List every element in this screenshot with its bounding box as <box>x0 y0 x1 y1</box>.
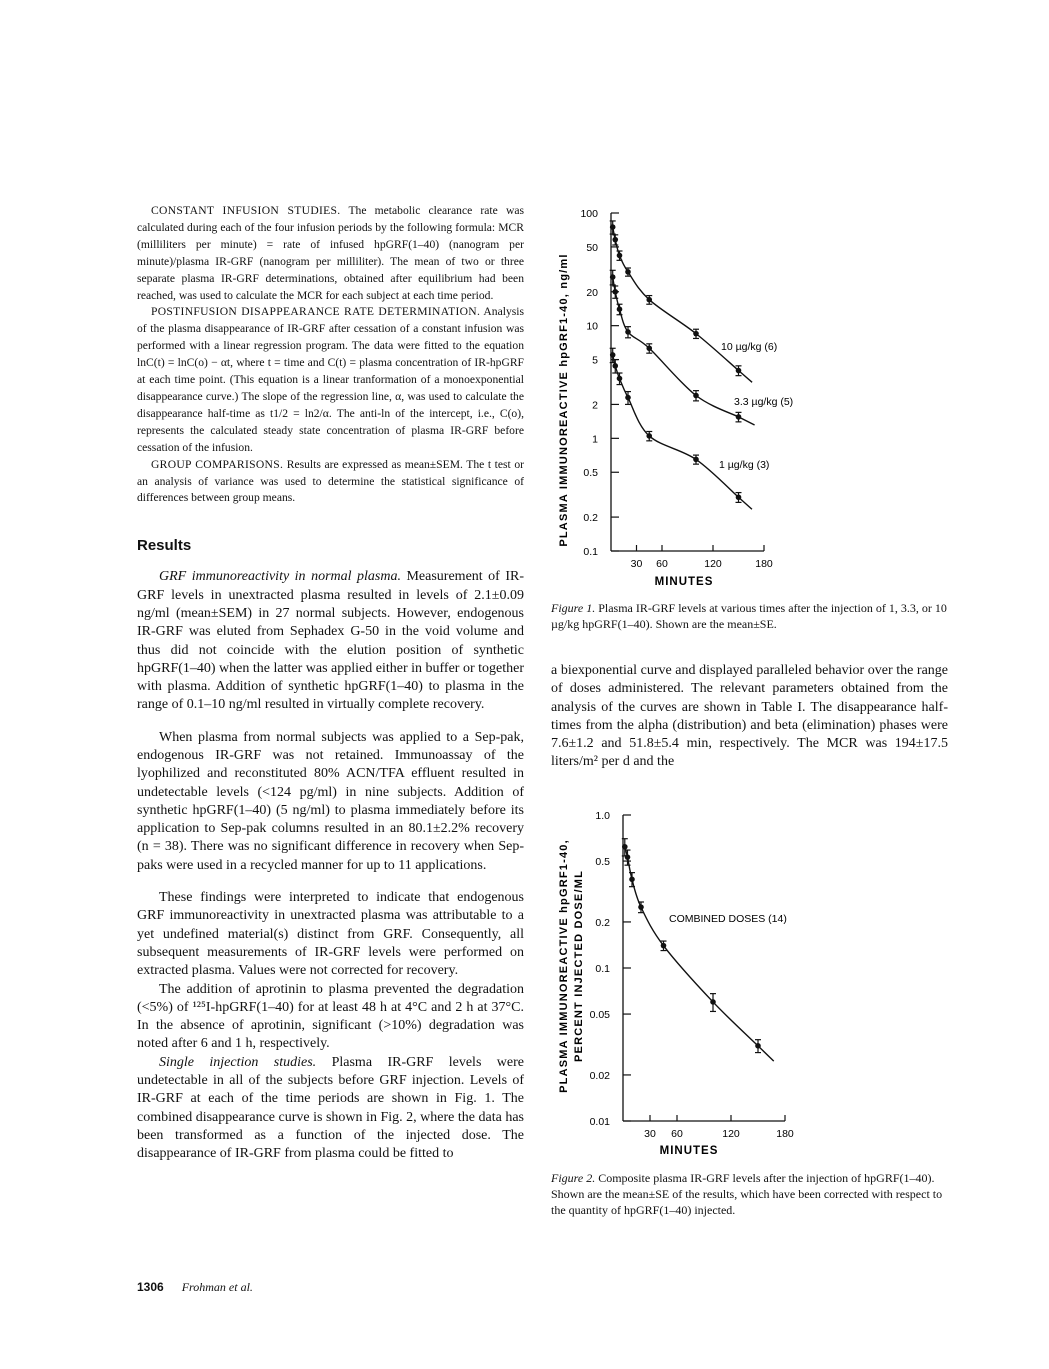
fig2-plot-area <box>590 810 794 1140</box>
data-point <box>693 457 699 463</box>
y-tick-label: 10 <box>586 320 598 333</box>
fig2-ylabel-line1: PLASMA IMMUNOREACTIVE hpGRF1-40, <box>558 839 570 1093</box>
results-heading: Results <box>137 537 192 555</box>
results-paragraph-5 <box>137 1054 524 1164</box>
y-tick-label: 2 <box>592 399 598 412</box>
methods-section <box>137 203 524 507</box>
data-point <box>736 494 742 500</box>
figure-2-caption <box>551 1170 949 1218</box>
page-number: 1306 <box>137 1280 164 1294</box>
x-tick-label: 180 <box>755 558 773 570</box>
series-curve <box>613 355 752 509</box>
y-tick-label: 0.2 <box>583 512 598 525</box>
series-curve <box>625 847 774 1061</box>
x-tick-label: 60 <box>656 558 668 570</box>
series-curve <box>613 227 752 382</box>
fig2-ylabel-line2: PERCENT INJECTED DOSE/ML <box>573 870 585 1062</box>
data-point <box>625 395 631 401</box>
x-tick-label: 180 <box>776 1128 794 1140</box>
p5-text: Plasma IR-GRF levels were undetectable in all of the subjects before GRF injection. Levels of IR-GRF at each of the time periods are shown in Fig. 1. The combined disappearance curve is shown in Fig. 2, where the data has been transformed as a function of the injected dose. The disappearance of IR-GRF from plasma could be fitted to <box>137 1054 524 1162</box>
data-point <box>736 414 742 420</box>
fig1-ylabel: PLASMA IMMUNOREACTIVE hpGRF1-40, ng/ml <box>558 253 570 547</box>
fig2-caption-label: Figure 2. <box>551 1171 596 1185</box>
x-tick-label: 30 <box>644 1128 656 1140</box>
y-tick-label: 0.01 <box>589 1116 610 1128</box>
postinfusion-paragraph <box>137 304 524 456</box>
figure-1-chart <box>551 200 841 592</box>
y-tick-label: 0.02 <box>589 1069 610 1082</box>
results-body <box>137 568 524 1163</box>
data-point <box>622 844 628 850</box>
data-point <box>646 433 652 439</box>
group-comparisons-heading: GROUP COMPARISONS. <box>151 457 284 471</box>
data-point <box>612 237 618 243</box>
series-label: 1 µg/kg (3) <box>719 459 770 471</box>
data-point <box>710 999 716 1005</box>
fig2-xlabel: MINUTES <box>659 1145 719 1157</box>
x-tick-label: 120 <box>704 558 722 570</box>
y-tick-label: 1.0 <box>595 810 610 822</box>
data-point <box>755 1043 761 1049</box>
y-tick-label: 0.5 <box>583 467 598 480</box>
fig1-caption-text: Plasma IR-GRF levels at various times after the injection of 1, 3.3, or 10 µg/kg hpGRF(1–40). Shown are the mean±SE. <box>551 601 947 631</box>
figure-2-chart <box>551 804 851 1160</box>
y-tick-label: 0.5 <box>595 856 610 869</box>
y-tick-label: 0.1 <box>595 963 610 975</box>
data-point <box>612 289 618 295</box>
group-comparisons-paragraph <box>137 457 524 508</box>
data-point <box>693 331 699 337</box>
y-tick-label: 50 <box>586 241 598 254</box>
series-label: 3.3 µg/kg (5) <box>734 396 794 408</box>
x-tick-label: 120 <box>722 1128 740 1140</box>
data-point <box>612 363 618 369</box>
constant-infusion-text: The metabolic clearance rate was calculated during each of the four infusion periods by the following formula: MCR (milliliters per minute) = rate of infused hpGRF(1–40) (nanogram per minute)/plasma IR-GRF (nanogram per milliliter). The mean of two or three separate plasma IR-GRF determinations, obtained after equilibrium had been reached, was used to calculate the MCR for each subject at each time period. <box>137 204 524 302</box>
data-point <box>693 393 699 399</box>
fig1-xlabel: MINUTES <box>654 576 714 588</box>
y-tick-label: 100 <box>580 208 598 220</box>
data-point <box>646 297 652 303</box>
p5-title: Single injection studies. <box>159 1054 317 1070</box>
data-point <box>610 274 616 280</box>
results-paragraph-3: These findings were interpreted to indicate that endogenous GRF immunoreactivity in unextracted plasma was attributable to a yet undefined material(s) distinct from GRF. Consequently, all subsequent measurements of IR-GRF levels were performed on extracted plasma. Values were not corrected for recovery. <box>137 890 524 979</box>
series-label: 10 µg/kg (6) <box>721 341 778 353</box>
y-tick-label: 0.05 <box>589 1009 610 1022</box>
p1-title: GRF immunoreactivity in normal plasma. <box>159 569 401 585</box>
data-point <box>617 253 623 259</box>
page-footer <box>137 1280 253 1295</box>
data-point <box>638 904 644 910</box>
y-tick-label: 1 <box>592 433 598 446</box>
results-paragraph-1 <box>137 568 524 714</box>
y-tick-label: 0.2 <box>595 916 610 929</box>
fig1-plot-area <box>580 208 793 570</box>
data-point <box>617 306 623 312</box>
data-point <box>610 352 616 358</box>
data-point <box>661 943 667 949</box>
x-tick-label: 60 <box>671 1128 683 1140</box>
figure-1-caption <box>551 600 951 632</box>
running-authors: Frohman et al. <box>181 1280 253 1294</box>
p1-text: Measurement of IR-GRF levels in unextracted plasma resulted in levels of 2.1±0.09 ng/ml (mean±SEM) in 27 normal subjects. However, endogenous IR-GRF was eluted from Sephadex G-50 in the void volume and thus did not coincide with the elution position of synthetic hpGRF(1–40) when the latter was applied either in buffer or together with plasma. Addition of synthetic hpGRF(1–40) to plasma in the range of 0.1–10 ng/ml resulted in virtually complete recovery. <box>137 569 525 713</box>
constant-infusion-heading: CONSTANT INFUSION STUDIES. <box>151 204 341 217</box>
postinfusion-heading: POSTINFUSION DISAPPEARANCE RATE DETERMINATION. <box>151 305 481 319</box>
results-paragraph-4: The addition of aprotinin to plasma prevented the degradation (<5%) of ¹²⁵I-hpGRF(1–40) for at least 48 h at 4°C and 2 h at 37°C. In the absence of aprotinin, significant (>10%) degradation was noted after 6 and 1 h, respectively. <box>137 981 524 1052</box>
data-point <box>617 376 623 382</box>
fig2-caption-text: Composite plasma IR-GRF levels after the injection of hpGRF(1–40). Shown are the mean±SE of the results, which have been corrected with respect to the quantity of hpGRF(1–40) injected. <box>551 1171 943 1217</box>
fig1-caption-label: Figure 1. <box>551 601 596 615</box>
data-point <box>625 269 631 275</box>
postinfusion-text: Analysis of the plasma disappearance of IR-GRF after cessation of a constant infusion was performed with a linear regression program. The data were fitted to the equation lnC(t) = lnC(o) − αt, where t = time and C(t) = plasma concentration of IR-hpGRF at each time point. (This equation is a linear tranformation of a monoexponential disappearance curve.) The slope of the regression line, α, was used to calculate the disappearance half-time as t1/2 = ln2/α. The anti-ln of the intercept, i.e., C(o), represents the calculated steady state concentration of plasma IR-GRF before cessation of the infusion. <box>137 305 524 454</box>
constant-infusion-paragraph <box>137 203 524 304</box>
data-point <box>625 854 631 860</box>
x-tick-label: 30 <box>630 558 643 570</box>
group-comparisons-text: Results are expressed as mean±SEM. The t test or an analysis of variance was used to determine the statistical significance of differences between group means. <box>137 457 524 505</box>
y-tick-label: 0.1 <box>583 546 598 558</box>
data-point <box>646 345 652 351</box>
y-tick-label: 20 <box>586 286 598 299</box>
y-tick-label: 5 <box>592 354 598 367</box>
right-body-paragraph: a biexponential curve and displayed paralleled behavior over the range of doses administered. The relevant parameters obtained from the analysis of the curves are shown in Table I. The disappearance half-times from the alpha (distribution) and beta (elimination) phases were 7.6±1.2 and 51.8±5.4 min, respectively. The MCR was 194±17.5 liters/m² per d and the <box>551 663 948 770</box>
series-label: COMBINED DOSES (14) <box>669 913 787 925</box>
data-point <box>736 368 742 374</box>
data-point <box>610 224 616 230</box>
right-body-text <box>551 662 948 772</box>
left-column <box>137 203 524 1164</box>
results-paragraph-2: When plasma from normal subjects was applied to a Sep-pak, endogenous IR-GRF was not retained. Immunoassay of the lyophilized and reconstituted 80% ACN/TFA effluent resulted in undetectable levels (<124 pg/ml) in nine subjects. Addition of synthetic hpGRF(1–40) (5 ng/ml) to plasma immediately before its application to Sep-pak columns resulted in an 80.1±2.2% recovery (n = 38). There was no significant difference in recovery when Sep-paks were used in a recycled manner for up to 11 applications. <box>137 729 524 873</box>
data-point <box>629 876 635 882</box>
data-point <box>625 329 631 335</box>
